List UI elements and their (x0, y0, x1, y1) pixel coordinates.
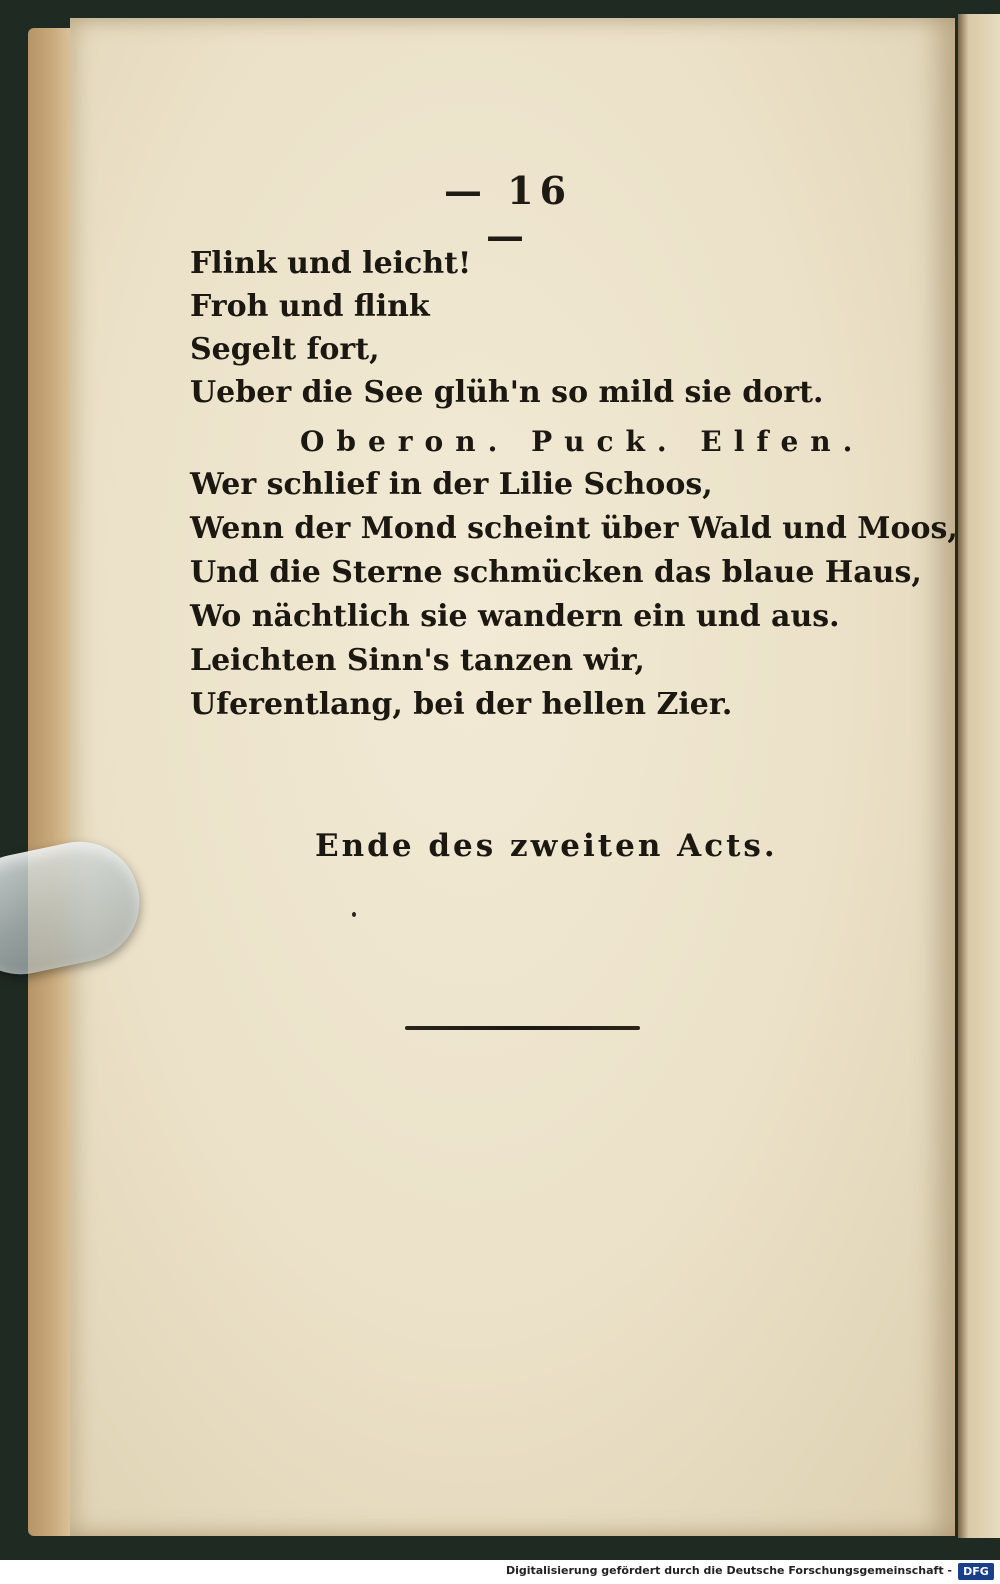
verse-line: Wer schlief in der Lilie Schoos, (190, 467, 713, 502)
verse-line: Flink und leicht! (190, 246, 472, 281)
verse-line: Wenn der Mond scheint über Wald und Moos, (190, 511, 958, 546)
verse-line: Und die Sterne schmücken das blaue Haus, (190, 555, 922, 590)
verse-line: Segelt fort, (190, 332, 380, 367)
act-end-heading: Ende des zweiten Acts. (315, 828, 778, 864)
closing-rule (405, 1026, 640, 1030)
verse-line: Leichten Sinn's tanzen wir, (190, 643, 645, 678)
page-number: — 16 — (443, 168, 573, 258)
verse-line: Uferentlang, bei der hellen Zier. (190, 687, 733, 722)
verse-line: Wo nächtlich sie wandern ein und aus. (190, 599, 840, 634)
facing-page-edge (958, 14, 1000, 1538)
footer-credit: Digitalisierung gefördert durch die Deutsche Forschungsgemeinschaft - (505, 1564, 952, 1577)
speaker-heading: Oberon. Puck. Elfen. (300, 425, 865, 458)
verse-line: Ueber die See glüh'n so mild sie dort. (190, 375, 824, 410)
footer-bar (0, 1560, 1000, 1584)
ink-dot (352, 912, 356, 917)
verse-line: Froh und flink (190, 289, 430, 324)
dfg-logo: DFG (958, 1563, 994, 1580)
